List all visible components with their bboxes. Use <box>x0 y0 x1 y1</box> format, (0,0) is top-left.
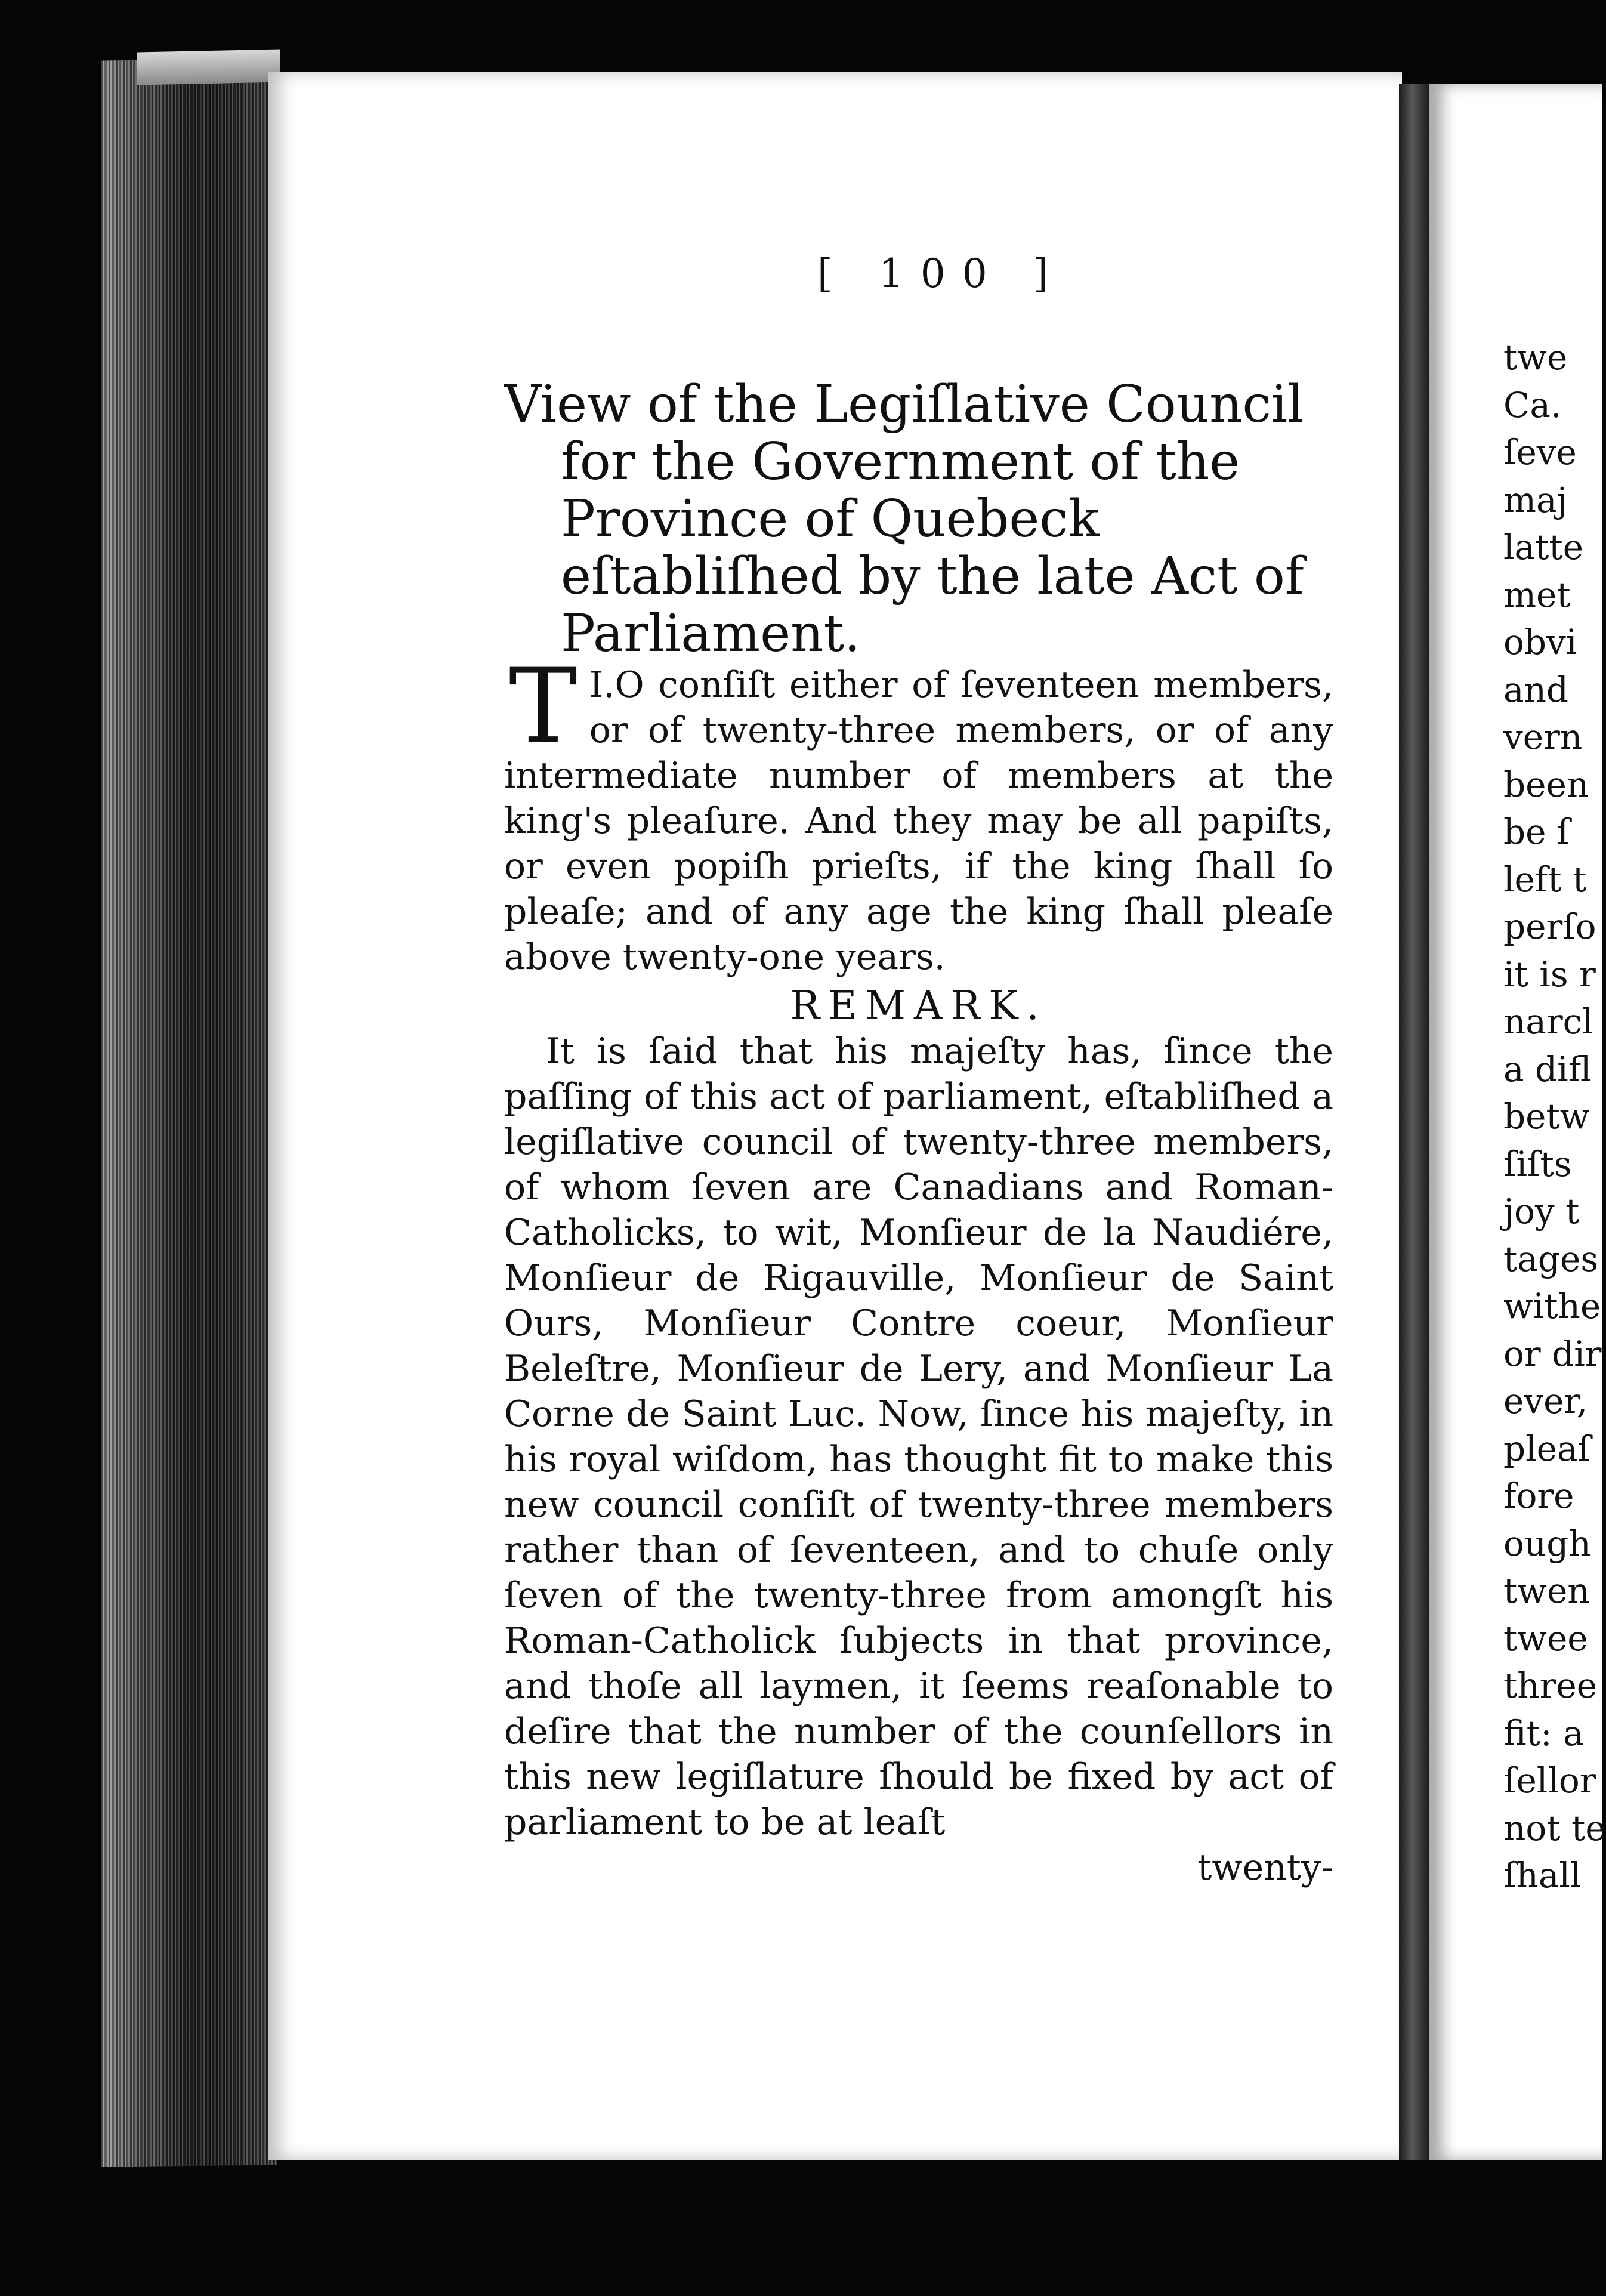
next-page-line: withe <box>1503 1286 1601 1326</box>
next-page-line: be ſ <box>1503 811 1570 852</box>
next-page-line: obvi <box>1503 622 1577 662</box>
next-page-line: not te <box>1503 1807 1606 1848</box>
next-page-line: Ca. <box>1503 384 1562 425</box>
next-page-line: a difl <box>1503 1048 1592 1090</box>
next-page-line: three <box>1503 1665 1598 1706</box>
next-page-line: been <box>1503 764 1589 805</box>
next-page-line: pleaſ <box>1503 1428 1591 1469</box>
next-page-line: betw <box>1503 1096 1590 1137</box>
section-number: I. <box>589 664 615 706</box>
next-page-line: left t <box>1503 859 1587 900</box>
remark-body: It is ſaid that his majeſty has, ſince the paſſing of this act of parliament, eſtabliſhed a legiſlative council of twenty-three members, of whom ſeven are Canadians and Roman-Catholicks, to wit, Monſieur de la Naudiére, Monſieur de Rigauville, Monſieur de Saint Ours, Monſieur Contre coeur, Monſieur Beleſtre, Monſieur de Lery, and Monſieur La Corne de Saint Luc. Now, ſince his majeſty, in his royal wiſdom, has thought fit to make this new council conſiſt of twenty-three members rather than of ſeventeen, and to chuſe only ſeven of the twenty-three from amongſt his Roman-Catholick ſubjects in that province, and thoſe all laymen, it ſeems reaſonable to deſire that the number of the counſellors in this new legiſlature ſhould be fixed by act of parliament to be at leaſt <box>504 1030 1333 1843</box>
section-body <box>504 646 1333 1890</box>
next-page-line: twen <box>1503 1570 1590 1611</box>
next-page-line: tages <box>1503 1238 1599 1279</box>
page-edges <box>101 58 277 2167</box>
section-text: O conſiſt either of ſeventeen members, or of twenty-three members, or of any intermediate number of members at the king's pleaſure. And they may be all papiſts, or even popiſh prieſts, if the king ſhall ſo pleaſe; and of any age the king ſhall pleaſe above twenty-one years. <box>504 664 1333 978</box>
section-paragraph <box>504 646 1333 980</box>
book-gutter <box>1399 84 1432 2160</box>
next-page-line: met <box>1503 574 1571 615</box>
drop-cap: T <box>509 646 577 766</box>
next-page-line: ſeve <box>1503 432 1577 473</box>
page-edge-top <box>137 49 280 85</box>
next-page-line: it is r <box>1503 953 1596 995</box>
next-page-line: maj <box>1503 479 1568 520</box>
remark-heading: REMARK. <box>790 983 1048 1029</box>
next-page-line: ſhall <box>1503 1855 1582 1896</box>
next-page-line: fit: a <box>1503 1712 1584 1754</box>
next-page-line: ough <box>1503 1523 1591 1564</box>
next-page-line: ſellor <box>1503 1760 1596 1801</box>
catchword: twenty- <box>1197 1847 1333 1888</box>
next-page-line: ever, <box>1503 1381 1588 1421</box>
page-title: View of the Legiſlative Council for the Government of the Province of Quebeck eſtabliſhed by the late Act of Parliament. <box>504 375 1304 664</box>
next-page-line: twee <box>1503 1618 1588 1659</box>
next-page-line: narcl <box>1503 1001 1593 1042</box>
next-page-line: vern <box>1503 717 1583 757</box>
next-page-line: twe <box>1503 337 1568 378</box>
next-page-line: ſiſts <box>1503 1143 1572 1184</box>
next-page-line: latte <box>1503 527 1584 567</box>
next-page-line: perſo <box>1503 906 1596 947</box>
next-page-line: or dir <box>1503 1333 1602 1374</box>
next-page-text <box>1503 334 1605 1900</box>
page-header: [ 100 ] <box>817 251 1065 297</box>
next-page-line: and <box>1503 669 1569 710</box>
next-page-line: fore <box>1503 1476 1574 1516</box>
next-page-line: joy t <box>1503 1191 1580 1232</box>
